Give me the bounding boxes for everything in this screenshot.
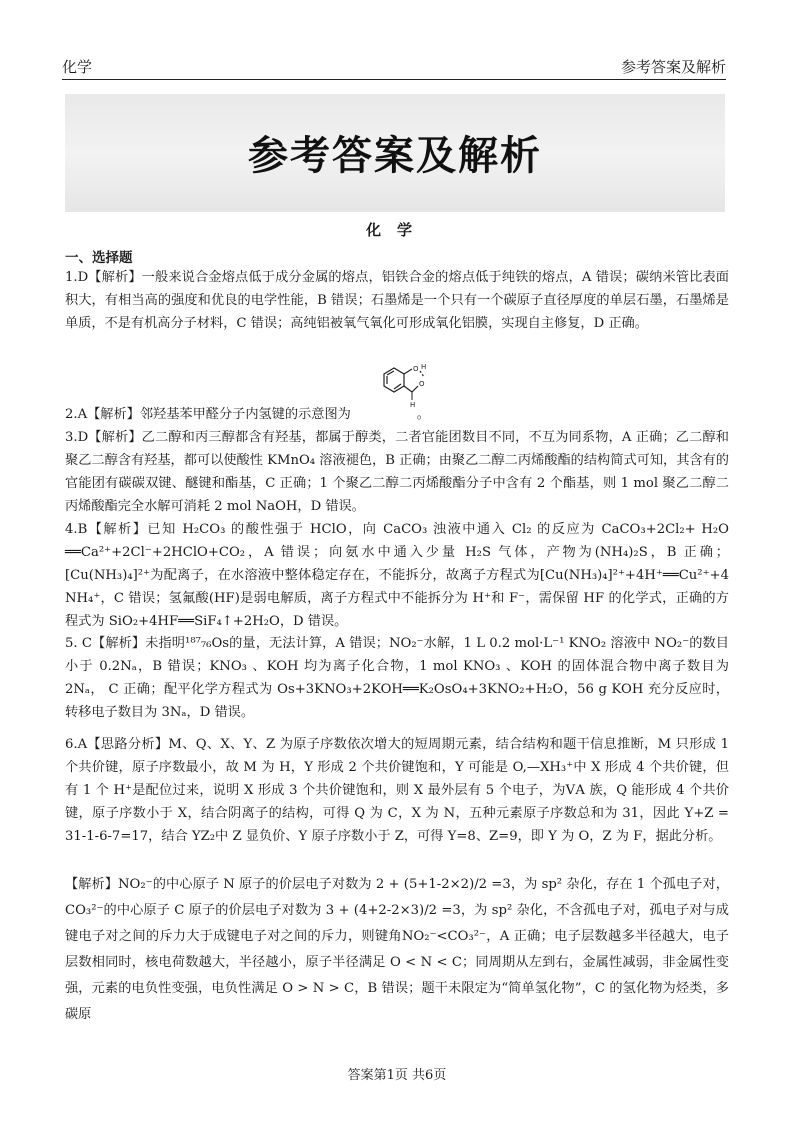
page-footer: 答案第1页 共6页 bbox=[347, 1068, 447, 1083]
svg-text:O: O bbox=[419, 380, 425, 388]
answer-2: 2.A【解析】邻羟基苯甲醛分子内氢键的示意图为 。 bbox=[65, 407, 430, 422]
answer-4: 4.B【解析】已知 H₂CO₃ 的酸性强于 HClO，向 CaCO₃ 浊液中通入 Cl₂ 的反应为 CaCO₃+2Cl₂+ H₂O ══Ca²⁺+2Cl⁻+2HClO+CO₂，A 错误；向氨水中通入少量 H₂S 气体，产物为(NH₄)₂S，B 正确；[Cu(NH₃)₄]²⁺为配离子，在水溶液中整体稳定存在，不能拆分，故离子方程式为[Cu(NH₃)₄]²⁺+4H⁺══Cu²⁺+4 NH₄⁺，C 错误；氢氟酸(HF)是弱电解质，离子方程式中不能拆分为 H⁺和 F⁻，需保留 HF 的化学式，正确的方程式为 SiO₂+4HF══SiF₄↑+2H₂O，D 错误。 bbox=[65, 522, 729, 629]
banner-title: 参考答案及解析 bbox=[248, 132, 542, 179]
header-rule bbox=[62, 79, 726, 80]
svg-text:H: H bbox=[410, 401, 416, 409]
title-banner bbox=[65, 94, 725, 212]
answer-5: 5. C【解析】未指明¹⁸⁷₇₆Os的量，无法计算，A 错误；NO₂⁻水解，1 L 0.2 mol·L⁻¹ KNO₂ 溶液中 NO₂⁻的数目小于 0.2Nₐ，B 错误；KNO₃ 、KOH 均为离子化合物，1 mol KNO₃ 、KOH 的固体混合物中离子数目为 2Nₐ， C 正确；配平化学方程式为 Os+3KNO₃+2KOH══K₂OsO₄+3KNO₂+H₂O，56 g KOH 充分反应时，转移电子数目为 3Nₐ，D 错误。 bbox=[65, 636, 729, 720]
answer-3: 3.D【解析】乙二醇和丙三醇都含有羟基，都属于醇类，二者官能团数目不同，不互为同系物，A 正确；乙二醇和聚乙二醇含有羟基，都可以使酸性 KMnO₄ 溶液褪色，B 正确；由聚乙二醇二丙烯酸酯的结构简式可知，其含有的官能团有碳碳双键、醚键和酯基，C 正确；1 个聚乙二醇二丙烯酸酯分子中含有 2 个酯基，则 1 mol 聚乙二醇二丙烯酸酯完全水解可消耗 2 mol NaOH，D 错误。 bbox=[65, 430, 729, 514]
section-title: 一、选择题 bbox=[65, 250, 133, 266]
answer-1: 1.D【解析】一般来说合金熔点低于成分金属的熔点，铝铁合金的熔点低于纯铁的熔点，A 错误；碳纳米管比表面积大，有相当高的强度和优良的电学性能，B 错误；石墨烯是一个只有一个碳原子直径厚度的单层石墨，石墨烯是单质，不是有机高分子材料，C 错误；高纯铝被氧气氧化可形成氧化铝膜，实现自主修复，D 正确。 bbox=[65, 270, 729, 331]
answer-6: 6.A【思路分析】M、Q、X、Y、Z 为原子序数依次增大的短周期元素，结合结构和题干信息推断，M 只形成 1 个共价键，原子序数最小，故 M 为 H，Y 形成 2 个共价键饱和，Y 可能是 O,—XH₃⁺中 X 形成 4 个共价键，但有 1 个 H⁺是配位过来，说明 X 形成 3 个共价键饱和，则 X 最外层有 5 个电子，为ⅤA 族，Q 能形成 4 个共价键，原子序数小于 X，结合阴离子的结构，可得 Q 为 C，X 为 N，五种元素原子序数总和为 31，因此 Y+Z = 31-1-6-7=17，结合 YZ₂中 Z 显负价、Y 原子序数小于 Z，可得 Y=8、Z=9，即 Y 为 O，Z 为 F，据此分析。 bbox=[65, 737, 729, 844]
answer-6-analysis: 【解析】NO₂⁻的中心原子 N 原子的价层电子对数为 2 + (5+1-2×2)/2 =3，为 sp² 杂化，存在 1 个孤电子对，CO₃²⁻的中心原子 C 原子的价层电子对数为 3 + (4+2-2×3)/2 =3，为 sp² 杂化，不含孤电子对，孤电子对与成键电子对之间的斥力大于成键电子对之间的斥力，则键角NO₂⁻<CO₃²⁻，A 正确；电子层数越多半径越大，电子层数相同时，核电荷数越大，半径越小，原子半径满足 O < N < C；同周期从左到右，金属性减弱，非金属性变强，元素的电负性变强，电负性满足 O > N > C，B 错误；题干未限定为“简单氢化物”，C 的氢化物为烃类，多碳原 bbox=[65, 877, 729, 1022]
header-subject: 化学 bbox=[62, 58, 93, 76]
svg-text:O: O bbox=[413, 365, 419, 373]
header-title: 参考答案及解析 bbox=[620, 58, 726, 76]
subject-heading: 化学 bbox=[365, 221, 428, 239]
svg-text:H: H bbox=[421, 363, 427, 371]
page-header bbox=[62, 56, 726, 76]
